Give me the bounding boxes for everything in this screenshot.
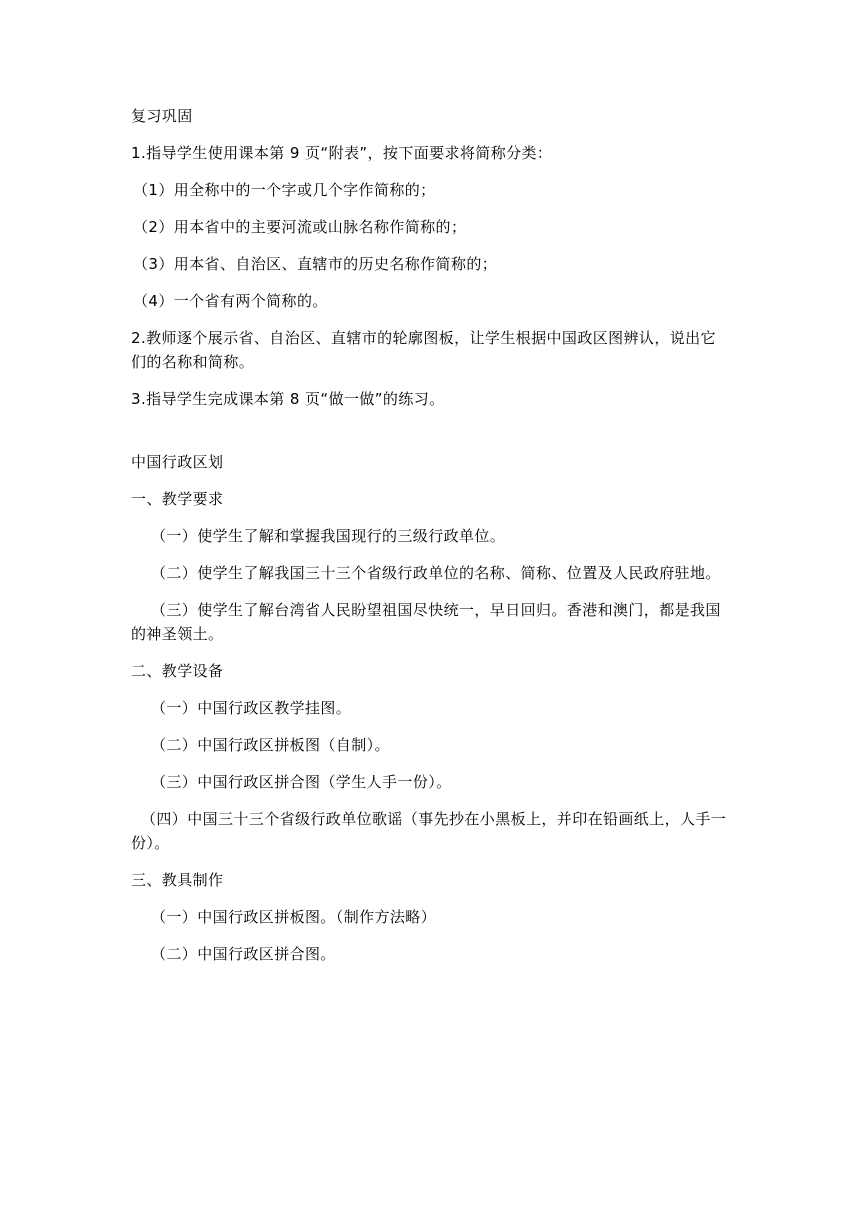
section-2-item-4: （四）中国三十三个省级行政单位歌谣（事先抄在小黑板上，并印在铅画纸上，人手一份）。 bbox=[131, 810, 727, 852]
lesson-title: 中国行政区划 bbox=[131, 453, 224, 471]
section-2-heading: 二、教学设备 bbox=[131, 662, 224, 680]
section-1-heading: 一、教学要求 bbox=[131, 490, 224, 508]
section-1-item-3: （三）使学生了解台湾省人民盼望祖国尽快统一，早日回归。香港和澳门，都是我国的神圣领土。 bbox=[131, 601, 721, 643]
section-3-heading: 三、教具制作 bbox=[131, 871, 224, 889]
section-2-item-3: （三）中国行政区拼合图（学生人手一份）。 bbox=[151, 773, 452, 791]
review-item-2: 2.教师逐个展示省、自治区、直辖市的轮廓图板，让学生根据中国政区图辨认，说出它们的名称和简称。 bbox=[131, 329, 716, 371]
section-2-item-2: （二）中国行政区拼板图（自制）。 bbox=[151, 736, 390, 754]
section-1-item-2: （二）使学生了解我国三十三个省级行政单位的名称、简称、位置及人民政府驻地。 bbox=[151, 564, 721, 582]
review-heading: 复习巩固 bbox=[131, 107, 193, 125]
review-item-1: 1.指导学生使用课本第 9 页“附表”，按下面要求将简称分类： bbox=[131, 144, 553, 162]
review-sub-item-3: （3）用本省、自治区、直辖市的历史名称作简称的； bbox=[133, 255, 498, 273]
section-2-item-1: （一）中国行政区教学挂图。 bbox=[151, 699, 352, 717]
review-sub-item-1: （1）用全称中的一个字或几个字作简称的； bbox=[133, 181, 436, 199]
review-sub-item-2: （2）用本省中的主要河流或山脉名称作简称的； bbox=[133, 218, 467, 236]
review-item-3: 3.指导学生完成课本第 8 页“做一做”的练习。 bbox=[131, 390, 445, 408]
section-3-item-1: （一）中国行政区拼板图。（制作方法略） bbox=[151, 908, 437, 926]
document-body bbox=[131, 104, 731, 966]
review-sub-item-4: （4）一个省有两个简称的。 bbox=[133, 292, 328, 310]
section-1-item-1: （一）使学生了解和掌握我国现行的三级行政单位。 bbox=[151, 527, 506, 545]
section-3-item-2: （二）中国行政区拼合图。 bbox=[151, 945, 336, 963]
